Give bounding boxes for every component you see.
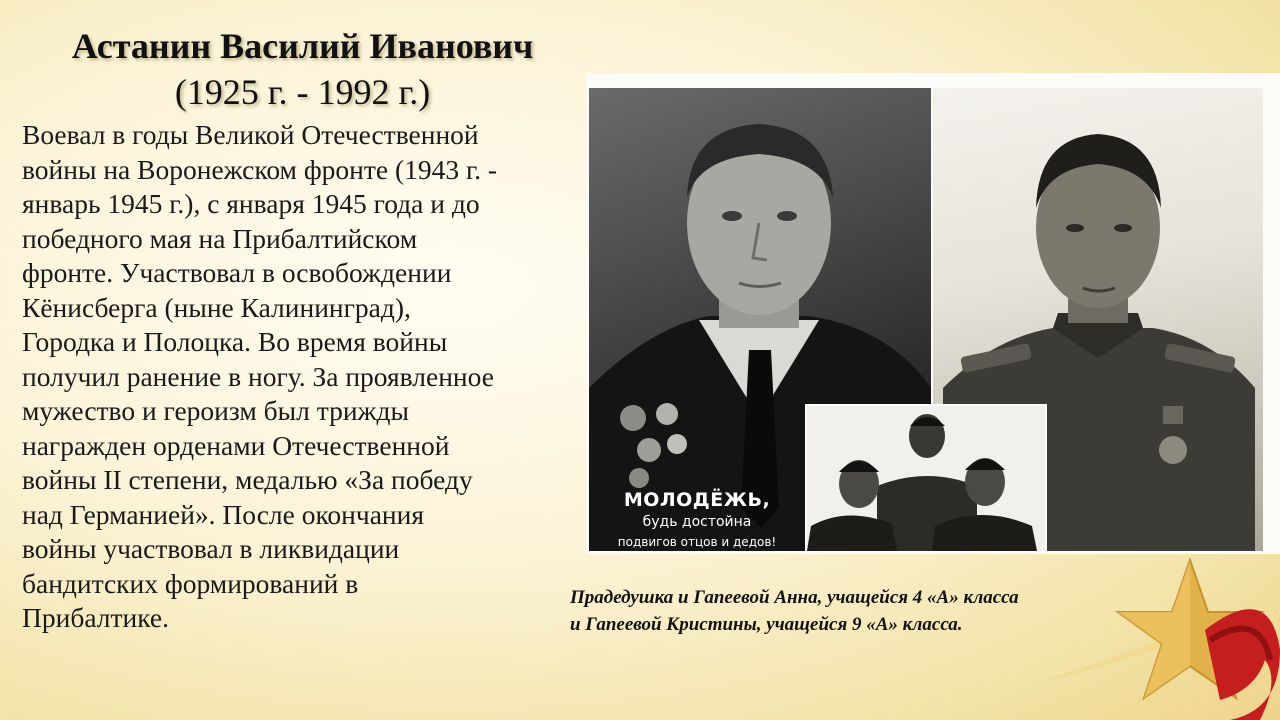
biography-text	[22, 118, 582, 636]
poster-slogan	[597, 488, 797, 552]
star-ribbon-decoration	[980, 540, 1280, 720]
bio-line: фронте. Участвовал в освобождении	[22, 257, 452, 288]
poster-line-2: будь достойна	[642, 514, 752, 530]
bio-line: Кёнисберга (ныне Калининград),	[22, 291, 411, 323]
bio-line: награжден орденами Отечественной	[22, 429, 450, 461]
page-title: Астанин Василий Иванович	[71, 26, 534, 66]
bio-line: войны участвовал в ликвидации	[22, 533, 400, 564]
caption-line-1: Прадедушка и Гапеевой Анна, учащейся 4 «А» класса	[570, 587, 1019, 608]
bio-line: войны II степени, медалью «За победу	[22, 464, 473, 495]
group-photo-three-soldiers	[805, 404, 1047, 553]
bio-line: бандитских формирований в	[22, 567, 359, 599]
group-figures	[807, 406, 1045, 551]
caption-line-2: и Гапеевой Кристины, учащейся 9 «А» класса.	[570, 614, 963, 635]
bio-line: войны на Воронежском фронте (1943 г. -	[22, 153, 498, 185]
bio-line: над Германией». После окончания	[22, 498, 425, 530]
bio-line: Воевал в годы Великой Отечественной	[22, 119, 479, 150]
bio-line: мужество и героизм был трижды	[22, 395, 410, 426]
poster-line-1: МОЛОДЁЖЬ,	[623, 489, 771, 511]
poster-line-3: подвигов отцов и дедов!	[617, 535, 777, 549]
bio-line: победного мая на Прибалтийском	[22, 222, 418, 254]
bio-line: январь 1945 г.), с января 1945 года и до	[22, 188, 480, 219]
bio-line: получил ранение в ногу. За проявленное	[22, 360, 494, 392]
life-years: (1925 г. - 1992 г.)	[174, 72, 431, 112]
bio-line: Городка и Полоцка. Во время войны	[22, 326, 448, 357]
bio-line: Прибалтике.	[22, 602, 169, 633]
